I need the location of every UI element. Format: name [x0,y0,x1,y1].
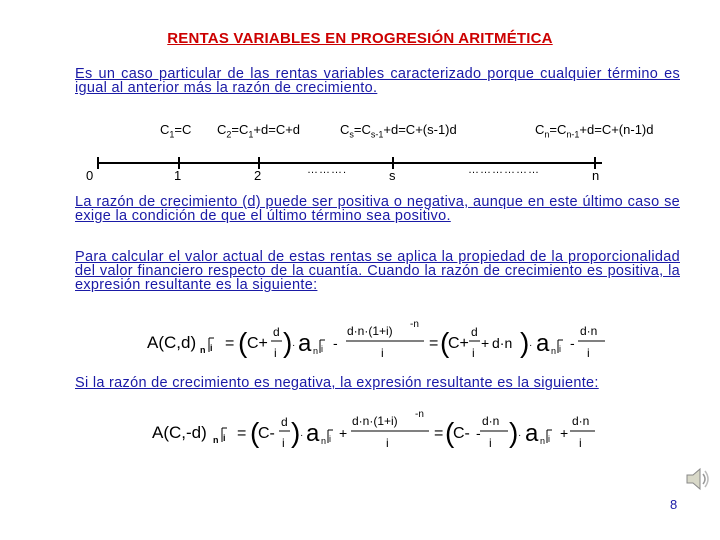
svg-text:·: · [529,340,533,351]
term-cs: $C_s=C_{s-1}+d=C+(s-1)d$ [340,122,457,140]
speaker-icon[interactable] [683,464,713,494]
tick-0 [97,157,99,169]
svg-text:=: = [429,335,439,352]
svg-text:): ) [509,417,519,448]
formula-eq: = [225,335,235,352]
svg-text:-: - [570,335,575,351]
svg-text:n: n [551,346,557,356]
svg-text:i: i [579,436,582,450]
svg-text:a: a [525,420,539,447]
svg-text:i: i [489,436,492,450]
svg-text:i: i [329,434,331,444]
formula-neg-lhs: A(C,-d) [152,423,207,442]
svg-text:d·n·(1+i): d·n·(1+i) [352,414,398,428]
svg-text:d: d [281,415,288,429]
label-0: 0 [86,168,94,183]
svg-text:): ) [291,417,301,448]
formula-lhs: A(C,d) [147,333,197,352]
label-2: 2 [254,168,262,183]
intro-paragraph: Es un caso particular de las rentas variables caracterizado porque cualquier término es igual al anterior más la razón de crecimiento. [75,66,680,96]
svg-text:C-: C- [258,425,275,442]
formula-frac-den: i [274,346,277,360]
svg-text:+: + [481,335,490,351]
svg-text:n: n [540,436,546,446]
formula-sub-n: n [200,345,206,355]
growth-paragraph: La razón de crecimiento (d) puede ser positiva o negativa, aunque en este último caso se exige la condición de que el último término sea positivo. [75,194,680,224]
svg-text:d·n: d·n [482,414,500,428]
svg-text:): ) [283,327,293,358]
svg-text:i: i [548,434,550,444]
formula-negative [145,408,595,458]
svg-text:i: i [559,344,561,354]
svg-text:d·n: d·n [572,414,590,428]
svg-text:i: i [223,433,226,443]
svg-text:n: n [213,435,219,445]
svg-text:(: ( [238,327,248,358]
svg-text:i: i [381,346,384,360]
term-c1: $C_1=C$ [160,122,192,140]
svg-text:+: + [339,425,348,441]
svg-text:n: n [313,346,319,356]
svg-text:(: ( [250,417,260,448]
formula-sub-i: i [210,343,213,353]
svg-text:+: + [560,425,569,441]
label-n: n [592,168,600,183]
term-cn: $C_n=C_{n-1}+d=C+(n-1)d$ [535,122,654,140]
svg-text:): ) [520,327,530,358]
svg-text:i: i [472,346,475,360]
svg-text:n: n [321,436,327,446]
svg-text:C+: C+ [448,335,469,352]
formula-frac-num: d [273,325,280,339]
present-value-paragraph: Para calcular el valor actual de estas rentas se aplica la propiedad de la proporcionalidad del valor financiero respecto de la cuantía. Cuando la razón de crecimiento es positiva, la expresión resultante es la siguiente: [75,249,680,293]
svg-text:i: i [386,436,389,450]
label-1: 1 [174,168,182,183]
svg-text:-n: -n [415,409,424,420]
formula-discount-num: d·n·(1+i) [347,324,393,338]
dots-short: ………. [307,164,348,176]
svg-text:-: - [476,425,481,441]
term-c2: $C_2=C_1+d=C+d$ [217,122,301,140]
annuity-symbol: a [298,330,312,357]
svg-text:-n: -n [410,319,419,330]
svg-text:-: - [333,335,338,351]
dots-long: ……………… [468,164,540,176]
svg-text:·: · [300,430,304,441]
svg-text:a: a [536,330,550,357]
page-number: 8 [670,497,678,512]
svg-text:i: i [282,436,285,450]
formula-positive [140,318,610,368]
svg-text:(: ( [445,417,455,448]
svg-text:=: = [237,425,247,442]
svg-text:d: d [471,325,478,339]
svg-text:i: i [321,344,323,354]
svg-text:C-: C- [453,425,470,442]
label-s: s [389,168,396,183]
svg-text:d·n: d·n [580,324,598,338]
svg-text:=: = [434,425,444,442]
svg-text:·: · [518,430,522,441]
page-title: RENTAS VARIABLES EN PROGRESIÓN ARITMÉTICA [167,30,553,47]
svg-text:(: ( [440,327,450,358]
svg-text:d·n: d·n [492,335,513,351]
negative-growth-paragraph: Si la razón de crecimiento es negativa, la expresión resultante es la siguiente: [75,375,599,391]
formula-c-plus: C+ [247,335,268,352]
svg-text:a: a [306,420,320,447]
svg-text:·: · [292,340,296,351]
svg-text:i: i [587,346,590,360]
